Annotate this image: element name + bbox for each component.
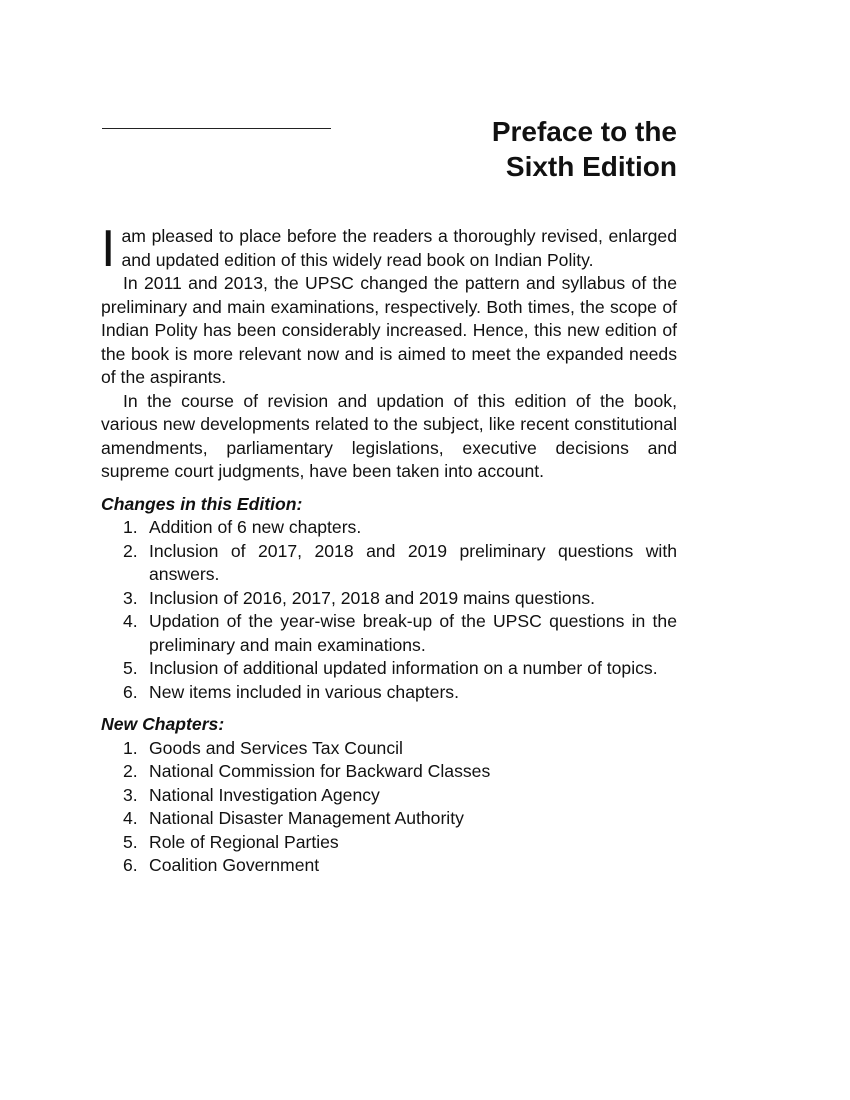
list-item-text: Role of Regional Parties (149, 831, 339, 852)
paragraph-intro-text: am pleased to place before the readers a thoroughly revised, enlarged and updated edition of this widely read book on Indian Polity. (121, 226, 677, 270)
list-item-number: 5. (123, 831, 138, 852)
paragraph-revision: In the course of revision and updation of this edition of the book, various new developments related to the subject, like recent constitutional amendments, parliamentary legislations, executive decisions and supreme court judgments, have been taken into account. (101, 390, 677, 481)
list-item (101, 784, 677, 808)
title-line-2: Sixth Edition (505, 151, 677, 182)
list-item-number: 5. (123, 658, 138, 678)
list-item-number: 6. (123, 855, 138, 875)
list-item (101, 516, 677, 540)
preface-body (101, 220, 677, 878)
list-item-number: 1. (123, 517, 138, 537)
paragraph-intro (101, 220, 677, 278)
new-chapters-list (101, 737, 677, 878)
list-item-text: National Disaster Management Authority (149, 808, 464, 828)
list-item (101, 737, 677, 761)
list-item-number: 2. (123, 761, 138, 781)
list-item (101, 587, 677, 611)
list-item (101, 807, 677, 831)
list-item-text: New items included in various chapters. (149, 681, 459, 702)
list-item-text: Addition of 6 new chapters. (149, 517, 362, 537)
list-item-text: Coalition Government (149, 855, 320, 875)
list-item (101, 540, 677, 587)
list-item-text: National Commission for Backward Classes (149, 761, 491, 781)
list-item-text: Goods and Services Tax Council (149, 737, 403, 758)
list-item-text: Inclusion of 2017, 2018 and 2019 preliminary questions with answers. (149, 540, 677, 584)
list-item (101, 681, 677, 705)
paragraph-upsc-pattern: In 2011 and 2013, the UPSC changed the pattern and syllabus of the preliminary and main examinations, respectively. Both times, the scope of Indian Polity has been considerably increased. Hence, this new edition of the book is more relevant now and is aimed to meet the expanded needs of the aspirants. (101, 273, 677, 387)
list-item-text: Inclusion of 2016, 2017, 2018 and 2019 mains questions. (149, 587, 596, 608)
changes-list (101, 516, 677, 704)
list-item-number: 4. (123, 611, 138, 631)
list-item-text: Inclusion of additional updated information on a number of topics. (149, 658, 658, 678)
list-item-text: National Investigation Agency (149, 784, 380, 805)
list-item-number: 4. (123, 808, 138, 828)
list-item (101, 854, 677, 878)
page-title (492, 114, 677, 184)
new-chapters-heading: New Chapters: (101, 714, 225, 734)
list-item-number: 1. (123, 737, 138, 758)
changes-heading: Changes in this Edition: (101, 493, 303, 514)
title-line-1: Preface to the (491, 116, 677, 147)
list-item-number: 2. (123, 540, 138, 561)
list-item (101, 610, 677, 657)
list-item-text: Updation of the year-wise break-up of the UPSC questions in the preliminary and main examinations. (149, 611, 677, 655)
header-rule (102, 128, 331, 129)
list-item (101, 657, 677, 681)
list-item (101, 831, 677, 855)
list-item-number: 6. (123, 681, 138, 702)
list-item (101, 760, 677, 784)
list-item-number: 3. (123, 587, 138, 608)
list-item-number: 3. (123, 784, 138, 805)
drop-cap: I (101, 220, 116, 278)
